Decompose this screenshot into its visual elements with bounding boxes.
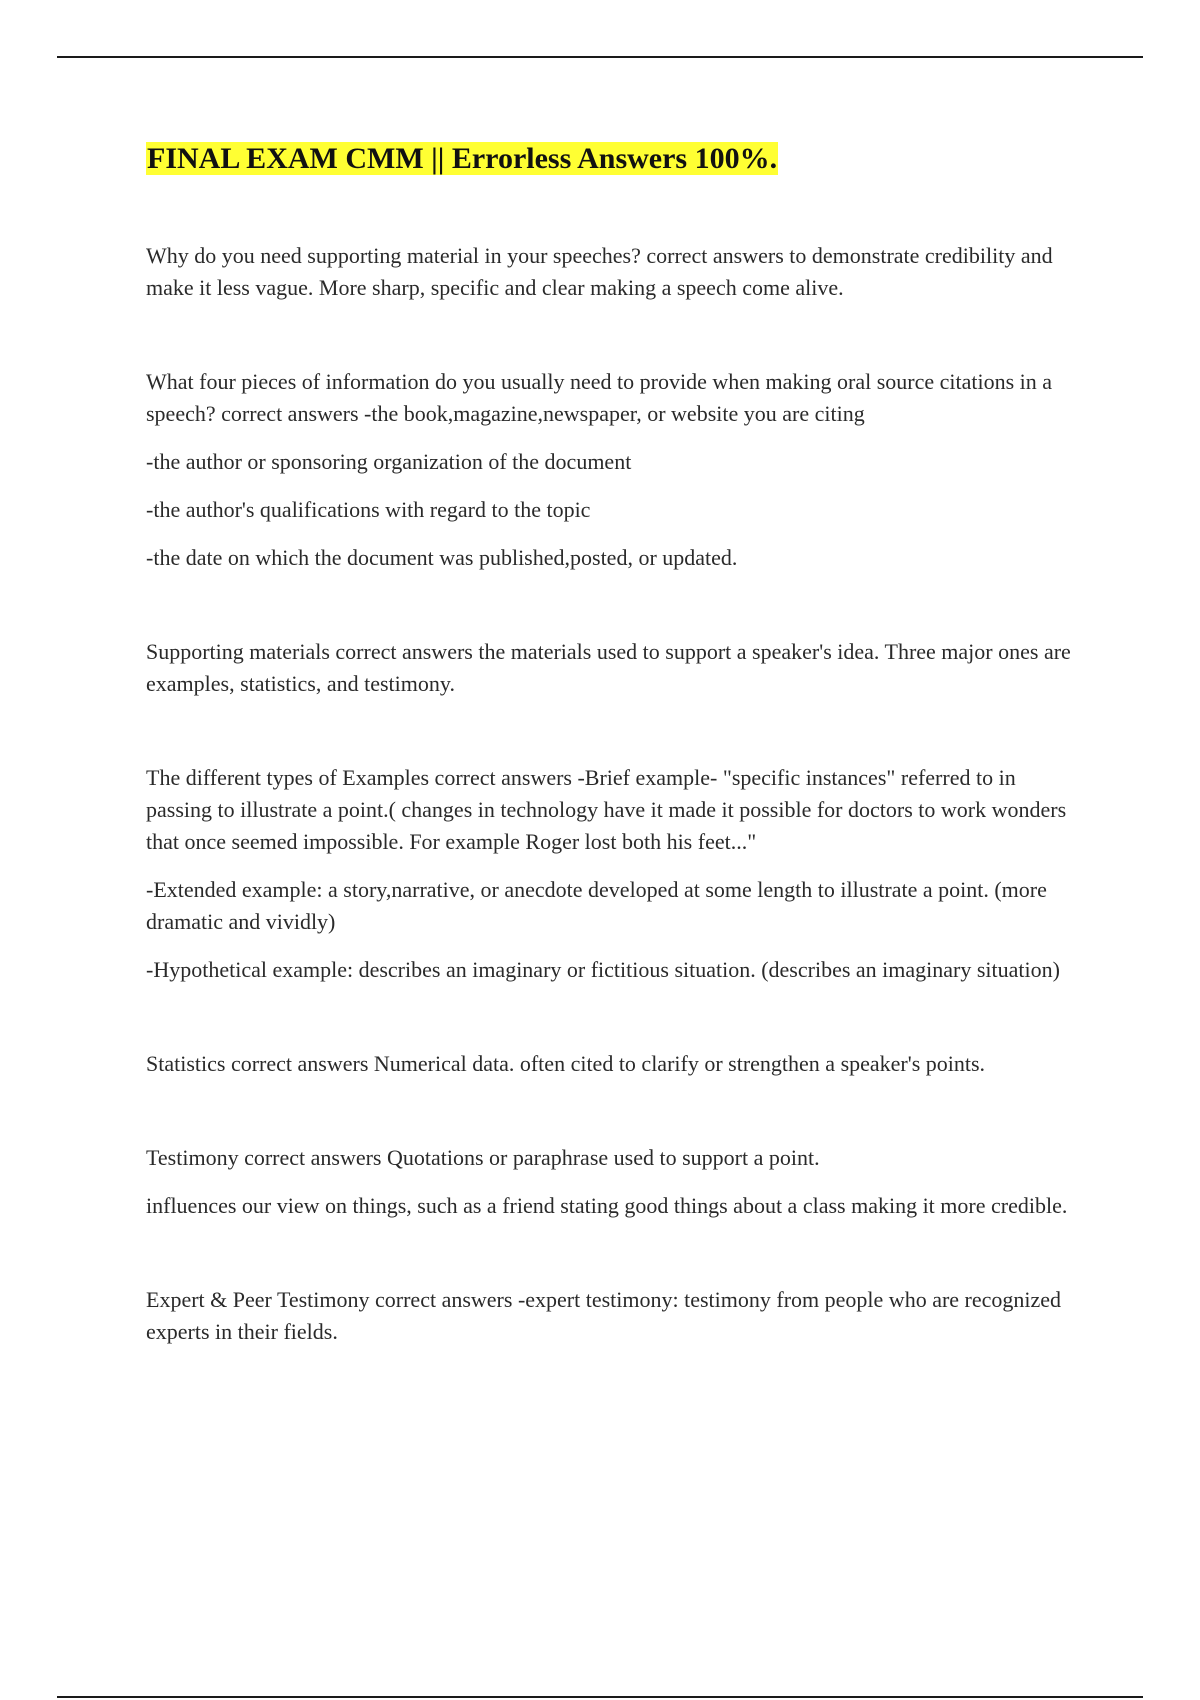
qa-paragraph: -Hypothetical example: describes an imaginary or fictitious situation. (describes an imaginary situation): [146, 957, 1060, 982]
qa-entry-testimony: [146, 1142, 1086, 1222]
qa-paragraph: -the date on which the document was published,posted, or updated.: [146, 545, 738, 570]
qa-paragraph: Supporting materials correct answers the materials used to support a speaker's idea. Three major ones are examples, statistics, and testimony.: [146, 639, 1071, 696]
qa-paragraph: What four pieces of information do you usually need to provide when making oral source citations in a speech? correct answers -the book,magazine,newspaper, or website you are citing: [146, 369, 1053, 426]
qa-paragraph: influences our view on things, such as a friend stating good things about a class making it more credible.: [146, 1193, 1068, 1218]
document-title: [146, 140, 778, 178]
bottom-rule: [57, 1696, 1143, 1698]
title-highlight: FINAL EXAM CMM || Errorless Answers 100%.: [147, 142, 778, 175]
qa-entry-why-supporting-material: [146, 240, 1086, 304]
top-rule: [57, 56, 1143, 58]
qa-paragraph: Expert & Peer Testimony correct answers -expert testimony: testimony from people who are recognized experts in their fields.: [146, 1287, 1062, 1344]
qa-entry-oral-source-citations: [146, 366, 1086, 574]
document-body: [146, 140, 1086, 1348]
qa-paragraph: Statistics correct answers Numerical data. often cited to clarify or strengthen a speaker's points.: [146, 1051, 986, 1076]
qa-paragraph: -the author's qualifications with regard to the topic: [146, 497, 591, 522]
qa-paragraph: -Extended example: a story,narrative, or anecdote developed at some length to illustrate a point. (more dramatic and vividly): [146, 877, 1047, 934]
qa-paragraph: -the author or sponsoring organization of the document: [146, 449, 632, 474]
qa-paragraph: Why do you need supporting material in your speeches? correct answers to demonstrate credibility and make it less vague. More sharp, specific and clear making a speech come alive.: [146, 243, 1053, 300]
qa-paragraph: The different types of Examples correct answers -Brief example- "specific instances" referred to in passing to illustrate a point.( changes in technology have it made it possible for doctors to work wonders that once seemed impossible. For example Roger lost both his feet...": [146, 765, 1067, 854]
qa-entry-types-of-examples: [146, 762, 1086, 986]
qa-entry-statistics: [146, 1048, 1086, 1080]
qa-paragraph: Testimony correct answers Quotations or paraphrase used to support a point.: [146, 1145, 820, 1170]
qa-entry-supporting-materials: [146, 636, 1086, 700]
qa-entry-expert-peer-testimony: [146, 1284, 1086, 1348]
